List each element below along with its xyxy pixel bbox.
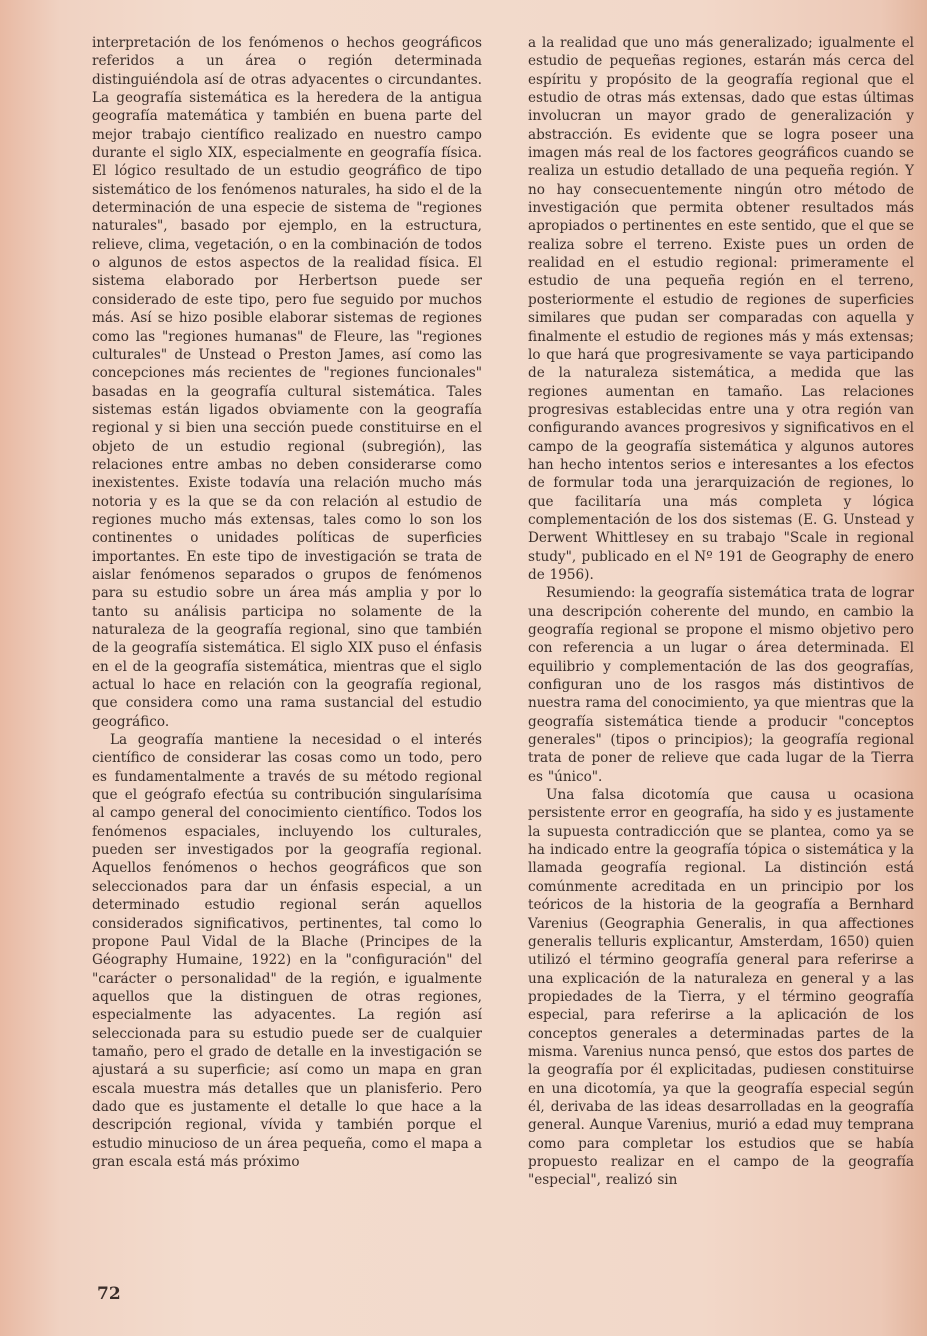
right-paragraph-2: Resumiendo: la geografía sistemática trata de lograr una descripción coherente del mundo, en cambio la geografía regional se propone el mismo objetivo pero con referencia a un lugar o área determinada. El equilibrio y complementación de las dos geografías, configuran uno de los rasgos más distintivos de nuestra rama del conocimiento, ya que mientras que la geografía sistemática tiende a producir "conceptos generales" (tipos o principios); la geografía regional trata de poner de relieve que cada lugar de la Tierra es "único". bbox=[528, 585, 914, 785]
left-paragraph-1: interpretación de los fenómenos o hechos geográficos referidos a un área o región determinada distinguiéndola así de otras adyacentes o circundantes. La geografía sistemática es la heredera de la antigua geografía matemática y también en buena parte del mejor trabajo científico realizado en nuestro campo durante el siglo XIX, especialmente en geografía física. El lógico resultado de un estudio geográfico de tipo sistemático de los fenómenos naturales, ha sido el de la determinación de una especie de sistema de "regiones naturales", basado por ejemplo, en la estructura, relieve, clima, vegetación, o en la combinación de todos o algunos de estos aspectos de la realidad física. El sistema elaborado por Herbertson puede ser considerado de este tipo, pero fue seguido por muchos más. Así se hizo posible elaborar sistemas de regiones como las "regiones humanas" de Fleure, las "regiones culturales" de Unstead o Preston James, así como las concepciones más recientes de "regiones funcionales" basadas en la geografía cultural sistemática. Tales sistemas están ligados obviamente con la geografía regional y si bien una sección puede constituirse en el objeto de un estudio regional (subregión), las relaciones entre ambas no deben considerarse como inexistentes. Existe todavía una relación mucho más notoria y es la que se da con relación al estudio de regiones mucho más extensas, tales como lo son los continentes o unidades políticas de superficies importantes. En este tipo de investigación se trata de aislar fenómenos separados o grupos de fenómenos para su estudio sobre un área más amplia y por lo tanto su análisis participa no solamente de la naturaleza de la geografía regional, sino que también de la geografía sistemática. El siglo XIX puso el énfasis en el de la geografía sistemática, mientras que el siglo actual lo hace en relación con la geografía regional, que considera como una rama sustancial del estudio geográfico. bbox=[92, 35, 482, 730]
left-paragraph-2: La geografía mantiene la necesidad o el interés científico de considerar las cosas como un todo, pero es fundamentalmente a través de su método regional que el geógrafo efectúa su contribución singularísima al campo general del conocimiento científico. Todos los fenómenos espaciales, incluyendo los culturales, pueden ser investigados por la geografía regional. Aquellos fenómenos o hechos geográficos que son seleccionados para dar un énfasis especial, a un determinado estudio regional serán aquellos considerados significativos, pertinentes, tal como lo propone Paul Vidal de la Blache (Principes de la Géography Humaine, 1922) en la "configuración" del "carácter o personalidad" de la región, e igualmente aquellos que la distinguen de otras regiones, especialmente las adyacentes. La región así seleccionada para su estudio puede ser de cualquier tamaño, pero el grado de detalle en la investigación se ajustará a su superficie; así como un mapa en gran escala muestra más detalles que un planisferio. Pero dado que es justamente el detalle lo que hace a la descripción regional, vívida y también porque el estudio minucioso de un área pequeña, como el mapa a gran escala está más próximo bbox=[92, 732, 482, 1170]
left-column bbox=[92, 34, 482, 1171]
page-number: 72 bbox=[97, 1284, 121, 1304]
right-paragraph-3: Una falsa dicotomía que causa u ocasiona persistente error en geografía, ha sido y es justamente la supuesta contradicción que se plantea, como ya se ha indicado entre la geografía tópica o sistemática y la llamada geografía regional. La distinción está comúnmente acreditada en un principio por los teóricos de la historia de la geografía a Bernhard Varenius (Geographia Generalis, in qua affectiones generalis telluris explicantur, Amsterdam, 1650) quien utilizó el término geografía general para referirse a una explicación de la naturaleza en general y a las propiedades de la Tierra, y el término geografía especial, para referirse a la aplicación de los conceptos generales a determinadas partes de la misma. Varenius nunca pensó, que estos dos partes de la geografía por él explicitadas, pudiesen constituirse en una dicotomía, ya que la geografía especial según él, derivaba de las ideas desarrolladas en la geografía general. Aunque Varenius, murió a edad muy temprana como para completar los estudios que se había propuesto realizar en el campo de la geografía "especial", realizó sin bbox=[528, 787, 914, 1189]
right-paragraph-1: a la realidad que uno más generalizado; igualmente el estudio de pequeñas regiones, estarán más cerca del espíritu y propósito de la geografía regional que el estudio de otras más extensas, dado que estas últimas involucran un mayor grado de generalización y abstracción. Es evidente que se logra poseer una imagen más real de los factores geográficos cuando se realiza un estudio detallado de una pequeña región. Y no hay consecuentemente ningún otro método de investigación que permita obtener resultados más apropiados o pertinentes en este sentido, que el que se realiza sobre el terreno. Existe pues un orden de realidad en el estudio regional: primeramente el estudio de una pequeña región en el terreno, posteriormente el estudio de regiones de superficies similares que pudan ser comparadas con aquella y finalmente el estudio de regiones más y más extensas; lo que hará que progresivamente se vaya participando de la naturaleza sistemática, a medida que las regiones aumentan en tamaño. Las relaciones progresivas establecidas entre una y otra región van configurando avances progresivos y significativos en el campo de la geografía sistemática y algunos autores han hecho intentos serios e interesantes a los efectos de formular toda una jerarquización de regiones, lo que facilitaría una más completa y lógica complementación de los dos sistemas (E. G. Unstead y Derwent Whittlesey en su trabajo "Scale in regional study", publicado en el Nº 191 de Geography de enero de 1956). bbox=[528, 35, 914, 583]
right-column bbox=[528, 34, 914, 1190]
